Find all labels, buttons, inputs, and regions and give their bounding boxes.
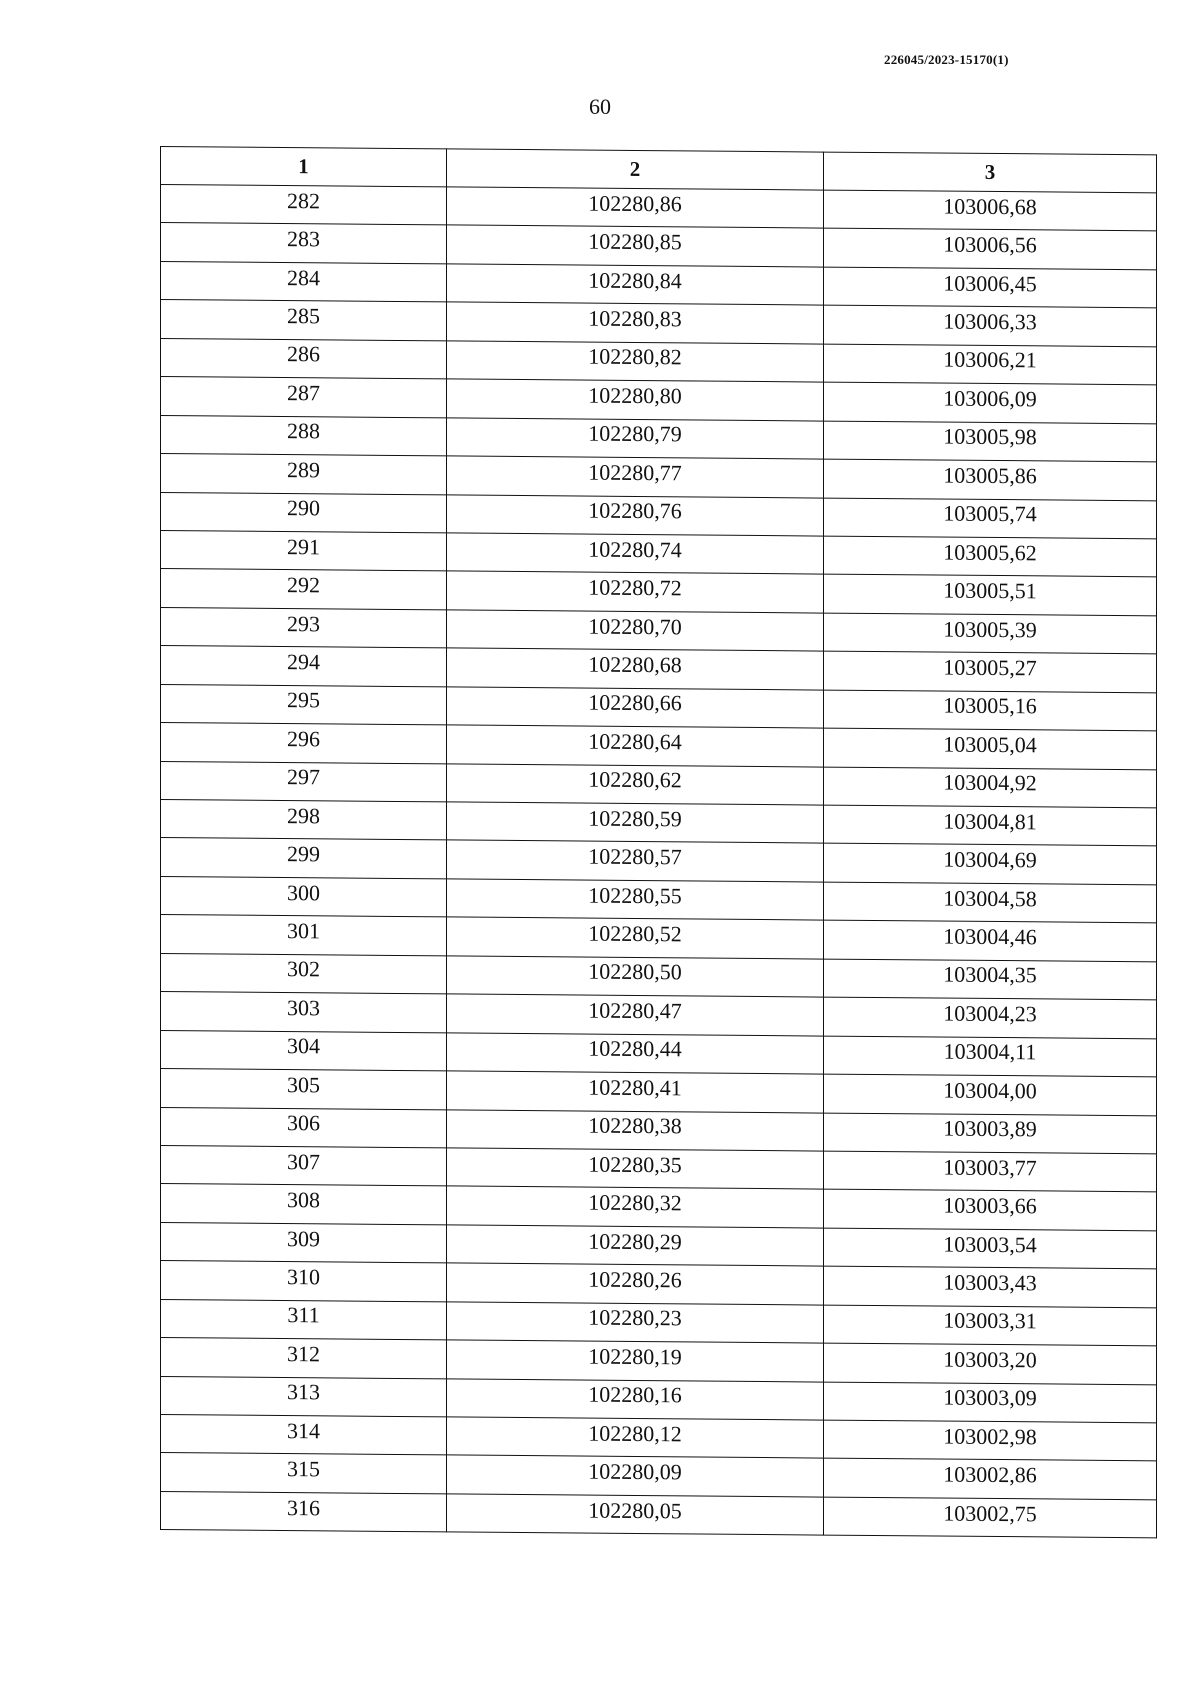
coordinate-x-cell bbox=[447, 1340, 824, 1382]
coordinate-x-cell bbox=[447, 610, 824, 652]
cell-text: 102280,52 bbox=[588, 920, 682, 947]
point-number-cell bbox=[161, 953, 447, 994]
point-number-cell bbox=[161, 607, 447, 648]
cell-text: 102280,55 bbox=[588, 882, 682, 908]
cell-text: 289 bbox=[287, 456, 320, 483]
cell-text: 300 bbox=[287, 879, 320, 905]
coordinate-x-cell bbox=[447, 264, 824, 306]
point-number-cell bbox=[161, 800, 447, 841]
cell-text: 287 bbox=[287, 379, 320, 406]
point-number-cell bbox=[161, 1261, 447, 1302]
cell-text: 102280,23 bbox=[588, 1304, 682, 1331]
cell-text: 103006,21 bbox=[943, 347, 1037, 373]
coordinate-x-cell bbox=[447, 379, 824, 421]
point-number-cell bbox=[161, 377, 447, 418]
cell-text: 103004,11 bbox=[943, 1038, 1037, 1065]
cell-text: 102280,72 bbox=[588, 574, 682, 601]
coordinate-x-cell bbox=[447, 1033, 824, 1075]
point-number-cell bbox=[161, 1415, 447, 1456]
coordinate-y-cell bbox=[824, 997, 1157, 1038]
point-number-cell bbox=[161, 761, 447, 802]
point-number-cell bbox=[161, 1491, 447, 1532]
coordinate-y-cell bbox=[824, 1228, 1157, 1269]
cell-text: 304 bbox=[287, 1033, 320, 1059]
document-id: 226045/2023-15170(1) bbox=[884, 52, 1009, 67]
coordinate-y-cell bbox=[824, 613, 1157, 654]
coordinate-x-cell bbox=[447, 687, 824, 729]
cell-text: 102280,44 bbox=[588, 1035, 682, 1062]
cell-text: 103004,92 bbox=[943, 769, 1037, 796]
cell-text: 102280,12 bbox=[588, 1420, 682, 1447]
coordinate-x-cell bbox=[447, 1109, 824, 1151]
point-number-cell bbox=[161, 1338, 447, 1379]
column-header-1: 1 bbox=[161, 147, 447, 187]
cell-text: 103005,04 bbox=[943, 731, 1037, 758]
coordinate-x-cell bbox=[447, 571, 824, 613]
coordinate-x-cell bbox=[447, 1071, 824, 1113]
cell-text: 102280,35 bbox=[588, 1151, 682, 1178]
point-number-cell bbox=[161, 261, 447, 302]
coordinate-y-cell bbox=[824, 1382, 1157, 1423]
point-number-cell bbox=[161, 684, 447, 725]
coordinate-x-cell bbox=[447, 725, 824, 767]
point-number-cell bbox=[161, 185, 447, 226]
coordinate-y-cell bbox=[824, 1266, 1157, 1307]
cell-text: 102280,64 bbox=[588, 728, 682, 755]
cell-text: 291 bbox=[287, 533, 320, 559]
cell-text: 290 bbox=[287, 495, 320, 521]
coordinate-y-cell bbox=[824, 1113, 1157, 1154]
cell-text: 102280,77 bbox=[588, 459, 682, 486]
cell-text: 102280,05 bbox=[588, 1497, 682, 1523]
cell-text: 284 bbox=[287, 264, 320, 290]
page-number: 60 bbox=[589, 94, 611, 119]
cell-text: 103003,20 bbox=[943, 1346, 1037, 1373]
cell-text: 288 bbox=[287, 418, 320, 444]
coordinate-x-cell bbox=[447, 840, 824, 882]
point-number-cell bbox=[161, 1030, 447, 1071]
cell-text: 311 bbox=[287, 1302, 320, 1328]
point-number-cell bbox=[161, 723, 447, 764]
coordinate-x-cell bbox=[447, 418, 824, 460]
cell-text: 103005,27 bbox=[943, 654, 1037, 681]
point-number-cell bbox=[161, 838, 447, 879]
coordinate-y-cell bbox=[824, 228, 1157, 269]
coordinates-table-container bbox=[160, 146, 1156, 1539]
coordinate-y-cell bbox=[824, 882, 1157, 923]
cell-text: 305 bbox=[287, 1071, 320, 1098]
point-number-cell bbox=[161, 1145, 447, 1186]
cell-text: 102280,50 bbox=[588, 959, 682, 985]
point-number-cell bbox=[161, 415, 447, 456]
cell-text: 303 bbox=[287, 994, 320, 1021]
coordinate-x-cell bbox=[447, 456, 824, 498]
cell-text: 102280,82 bbox=[588, 344, 682, 370]
cell-text: 286 bbox=[287, 341, 320, 367]
cell-text: 103006,09 bbox=[943, 385, 1037, 412]
coordinate-x-cell bbox=[447, 802, 824, 844]
coordinate-x-cell bbox=[447, 879, 824, 921]
point-number-cell bbox=[161, 338, 447, 379]
cell-text: 102280,85 bbox=[588, 228, 682, 255]
cell-text: 102280,16 bbox=[588, 1381, 682, 1408]
coordinate-x-cell bbox=[447, 1148, 824, 1190]
cell-text: 103005,16 bbox=[943, 692, 1037, 719]
coordinate-y-cell bbox=[824, 267, 1157, 308]
cell-text: 299 bbox=[287, 841, 320, 867]
cell-text: 103004,00 bbox=[943, 1077, 1037, 1104]
point-number-cell bbox=[161, 300, 447, 341]
column-header-2: 2 bbox=[447, 149, 824, 190]
cell-text: 103006,45 bbox=[943, 270, 1037, 296]
coordinate-y-cell bbox=[824, 1458, 1157, 1499]
coordinate-y-cell bbox=[824, 728, 1157, 769]
coordinate-x-cell bbox=[447, 648, 824, 690]
coordinate-x-cell bbox=[447, 187, 824, 229]
cell-text: 103003,66 bbox=[943, 1192, 1037, 1219]
cell-text: 102280,80 bbox=[588, 382, 682, 409]
cell-text: 285 bbox=[287, 303, 320, 329]
coordinate-y-cell bbox=[824, 498, 1157, 539]
cell-text: 102280,59 bbox=[588, 805, 682, 832]
cell-text: 103003,77 bbox=[943, 1154, 1037, 1181]
cell-text: 283 bbox=[287, 226, 320, 252]
coordinate-x-cell bbox=[447, 917, 824, 959]
coordinate-y-cell bbox=[824, 1189, 1157, 1230]
coordinate-x-cell bbox=[447, 763, 824, 805]
coordinate-x-cell bbox=[447, 494, 824, 536]
coordinate-x-cell bbox=[447, 1263, 824, 1305]
cell-text: 316 bbox=[287, 1494, 320, 1520]
coordinates-table bbox=[160, 146, 1157, 1539]
coordinate-y-cell bbox=[824, 651, 1157, 692]
cell-text: 103002,86 bbox=[943, 1461, 1037, 1488]
coordinate-y-cell bbox=[824, 843, 1157, 884]
coordinate-x-cell bbox=[447, 1225, 824, 1267]
cell-text: 103005,39 bbox=[943, 616, 1037, 642]
cell-text: 309 bbox=[287, 1225, 320, 1251]
point-number-cell bbox=[161, 492, 447, 533]
point-number-cell bbox=[161, 1184, 447, 1225]
cell-text: 102280,47 bbox=[588, 997, 682, 1024]
coordinate-y-cell bbox=[824, 344, 1157, 385]
cell-text: 102280,70 bbox=[588, 613, 682, 639]
coordinate-y-cell bbox=[824, 690, 1157, 731]
cell-text: 293 bbox=[287, 610, 320, 636]
cell-text: 301 bbox=[287, 918, 320, 944]
coordinate-y-cell bbox=[824, 1497, 1157, 1538]
coordinate-x-cell bbox=[447, 1455, 824, 1497]
cell-text: 302 bbox=[287, 956, 320, 982]
coordinate-x-cell bbox=[447, 1494, 824, 1536]
cell-text: 103003,31 bbox=[943, 1307, 1037, 1334]
table-body bbox=[161, 185, 1157, 1539]
cell-text: 102280,32 bbox=[588, 1189, 682, 1216]
coordinate-x-cell bbox=[447, 225, 824, 267]
point-number-cell bbox=[161, 1107, 447, 1148]
coordinate-y-cell bbox=[824, 421, 1157, 462]
point-number-cell bbox=[161, 1069, 447, 1110]
cell-text: 103004,58 bbox=[943, 885, 1037, 911]
cell-text: 102280,41 bbox=[588, 1074, 682, 1101]
cell-text: 102280,38 bbox=[588, 1112, 682, 1139]
coordinate-y-cell bbox=[824, 190, 1157, 231]
coordinate-y-cell bbox=[824, 1036, 1157, 1077]
coordinate-x-cell bbox=[447, 1186, 824, 1228]
cell-text: 307 bbox=[287, 1148, 320, 1174]
coordinate-y-cell bbox=[824, 574, 1157, 615]
cell-text: 294 bbox=[287, 649, 320, 675]
cell-text: 103005,74 bbox=[943, 500, 1037, 527]
cell-text: 313 bbox=[287, 1379, 320, 1405]
coordinate-x-cell bbox=[447, 302, 824, 344]
cell-text: 282 bbox=[287, 187, 320, 214]
cell-text: 103002,75 bbox=[943, 1500, 1037, 1526]
cell-text: 103004,35 bbox=[943, 962, 1037, 988]
cell-text: 102280,29 bbox=[588, 1228, 682, 1254]
coordinate-y-cell bbox=[824, 1074, 1157, 1115]
cell-text: 103002,98 bbox=[943, 1423, 1037, 1450]
cell-text: 102280,62 bbox=[588, 766, 682, 793]
coordinate-x-cell bbox=[447, 956, 824, 998]
cell-text: 292 bbox=[287, 572, 320, 598]
cell-text: 102280,57 bbox=[588, 843, 682, 870]
cell-text: 103003,54 bbox=[943, 1231, 1037, 1257]
cell-text: 102280,74 bbox=[588, 536, 682, 563]
cell-text: 298 bbox=[287, 802, 320, 829]
point-number-cell bbox=[161, 1376, 447, 1417]
cell-text: 102280,83 bbox=[588, 305, 682, 332]
cell-text: 103005,51 bbox=[943, 577, 1037, 604]
coordinate-y-cell bbox=[824, 1343, 1157, 1384]
point-number-cell bbox=[161, 1222, 447, 1263]
coordinate-x-cell bbox=[447, 1302, 824, 1344]
cell-text: 103004,69 bbox=[943, 846, 1037, 873]
cell-text: 102280,84 bbox=[588, 267, 682, 293]
coordinate-y-cell bbox=[824, 1151, 1157, 1192]
cell-text: 103006,68 bbox=[943, 193, 1037, 220]
cell-text: 103003,43 bbox=[943, 1269, 1037, 1296]
coordinate-y-cell bbox=[824, 920, 1157, 961]
point-number-cell bbox=[161, 646, 447, 687]
coordinate-x-cell bbox=[447, 994, 824, 1036]
point-number-cell bbox=[161, 1299, 447, 1340]
cell-text: 308 bbox=[287, 1187, 320, 1213]
cell-text: 102280,66 bbox=[588, 689, 682, 716]
point-number-cell bbox=[161, 530, 447, 571]
point-number-cell bbox=[161, 454, 447, 495]
cell-text: 315 bbox=[287, 1456, 320, 1482]
cell-text: 312 bbox=[287, 1340, 320, 1367]
cell-text: 103003,89 bbox=[943, 1115, 1037, 1142]
cell-text: 103004,23 bbox=[943, 1000, 1037, 1027]
coordinate-y-cell bbox=[824, 536, 1157, 577]
cell-text: 295 bbox=[287, 687, 320, 713]
coordinate-y-cell bbox=[824, 305, 1157, 346]
coordinate-y-cell bbox=[824, 767, 1157, 808]
cell-text: 102280,79 bbox=[588, 420, 682, 447]
cell-text: 102280,68 bbox=[588, 651, 682, 678]
point-number-cell bbox=[161, 1453, 447, 1494]
coordinate-y-cell bbox=[824, 1305, 1157, 1346]
point-number-cell bbox=[161, 223, 447, 264]
coordinate-y-cell bbox=[824, 959, 1157, 1000]
cell-text: 297 bbox=[287, 764, 320, 790]
point-number-cell bbox=[161, 915, 447, 956]
cell-text: 102280,76 bbox=[588, 497, 682, 524]
cell-text: 103006,56 bbox=[943, 231, 1037, 258]
cell-text: 314 bbox=[287, 1417, 320, 1444]
cell-text: 310 bbox=[287, 1264, 320, 1290]
coordinate-x-cell bbox=[447, 1378, 824, 1420]
coordinate-y-cell bbox=[824, 382, 1157, 423]
cell-text: 102280,26 bbox=[588, 1266, 682, 1293]
cell-text: 102280,09 bbox=[588, 1458, 682, 1485]
cell-text: 103003,09 bbox=[943, 1384, 1037, 1411]
cell-text: 103006,33 bbox=[943, 308, 1037, 335]
coordinate-y-cell bbox=[824, 459, 1157, 500]
cell-text: 103005,62 bbox=[943, 539, 1037, 566]
coordinate-x-cell bbox=[447, 1417, 824, 1459]
cell-text: 102280,19 bbox=[588, 1343, 682, 1370]
cell-text: 296 bbox=[287, 725, 320, 752]
cell-text: 102280,86 bbox=[588, 190, 682, 217]
coordinate-y-cell bbox=[824, 805, 1157, 846]
point-number-cell bbox=[161, 569, 447, 610]
cell-text: 103005,86 bbox=[943, 462, 1037, 489]
coordinate-x-cell bbox=[447, 533, 824, 575]
column-header-3: 3 bbox=[824, 152, 1157, 193]
cell-text: 103005,98 bbox=[943, 423, 1037, 450]
coordinate-y-cell bbox=[824, 1420, 1157, 1461]
cell-text: 306 bbox=[287, 1110, 320, 1136]
table-row bbox=[161, 1491, 1157, 1538]
point-number-cell bbox=[161, 876, 447, 917]
coordinate-x-cell bbox=[447, 341, 824, 383]
cell-text: 103004,46 bbox=[943, 923, 1037, 950]
point-number-cell bbox=[161, 992, 447, 1033]
cell-text: 103004,81 bbox=[943, 808, 1037, 835]
